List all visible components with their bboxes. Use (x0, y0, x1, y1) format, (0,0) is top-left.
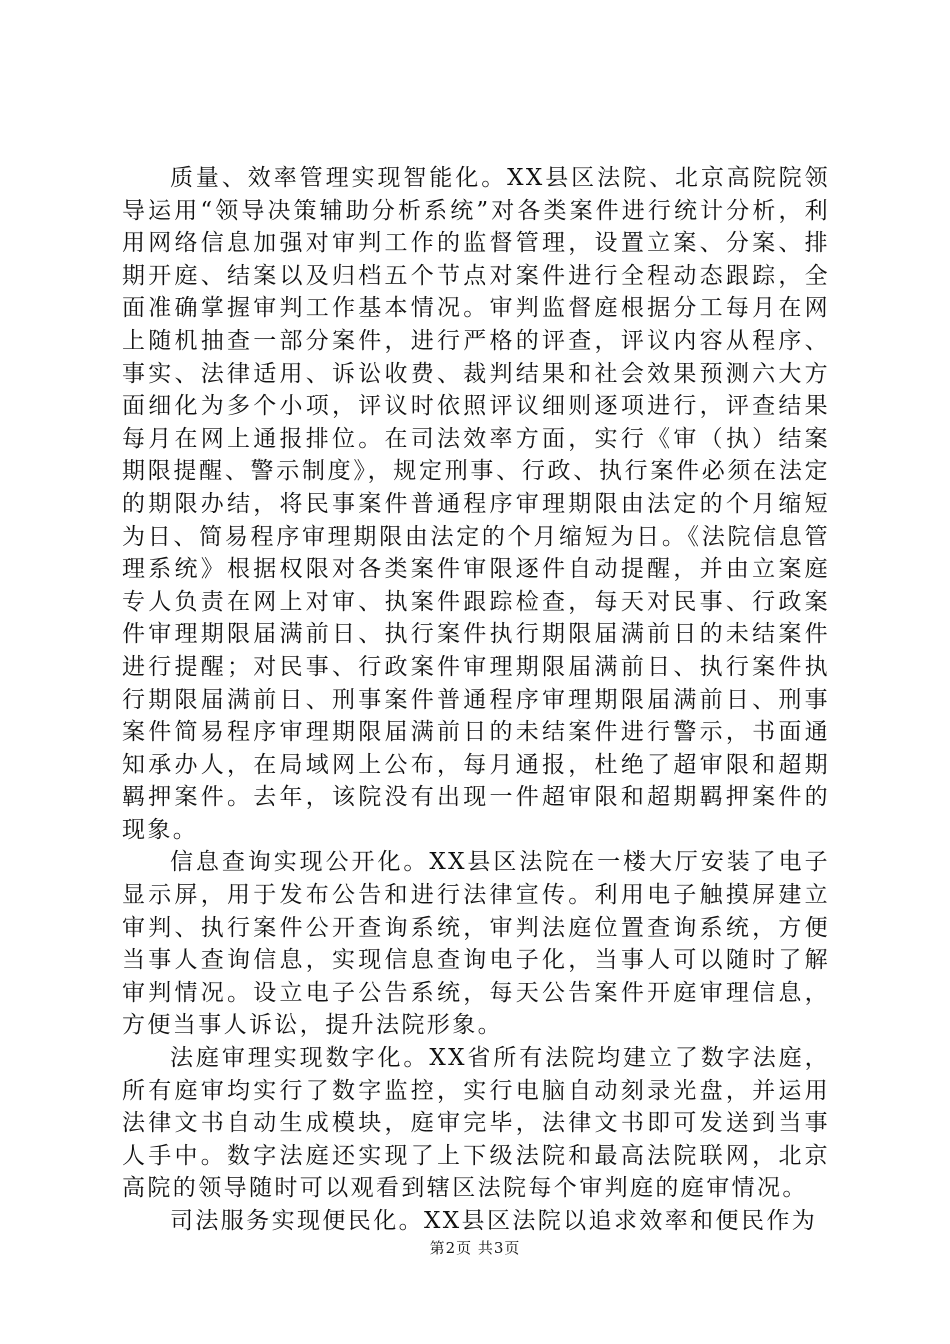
page-number-footer: 第2页 共3页 (429, 1239, 521, 1257)
paragraph-quality-efficiency: 质量、效率管理实现智能化。XX县区法院、北京高院院领导运用“领导决策辅助分析系统”对各类案件进行统计分析，利用网络信息加强对审判工作的监督管理，设置立案、分案、排期开庭、结案以及归档五个节点对案件进行全程动态跟踪，全面准确掌握审判工作基本情况。审判监督庭根据分工每月在网上随机抽查一部分案件，进行严格的评查，评议内容从程序、事实、法律适用、诉讼收费、裁判结果和社会效果预测六大方面细化为多个小项，评议时依照评议细则逐项进行，评查结果每月在网上通报排位。在司法效率方面，实行《审（执）结案期限提醒、警示制度》，规定刑事、行政、执行案件必须在法定的期限办结，将民事案件普通程序审理期限由法定的个月缩短为日、简易程序审理期限由法定的个月缩短为日。《法院信息管理系统》根据权限对各类案件审限逐件自动提醒，并由立案庭专人负责在网上对审、执案件跟踪检查，每天对民事、行政案件审理期限届满前日、执行案件执行期限届满前日的未结案件进行提醒；对民事、行政案件审理期限届满前日、执行案件执行期限届满前日、刑事案件普通程序审理期限届满前日、刑事案件简易程序审理期限届满前日的未结案件进行警示，书面通知承办人，在局域网上公布，每月通报，杜绝了超审限和超期羁押案件。去年，该院没有出现一件超审限和超期羁押案件的现象。 (122, 165, 830, 843)
document-body (122, 162, 830, 1238)
paragraph-court-trial: 法庭审理实现数字化。XX省所有法院均建立了数字法庭，所有庭审均实行了数字监控，实行电脑自动刻录光盘，并运用法律文书自动生成模块，庭审完毕，法律文书即可发送到当事人手中。数字法庭还实现了上下级法院和最高法院联网，北京高院的领导随时可以观看到辖区法院每个审判庭的庭审情况。 (122, 1045, 830, 1202)
paragraph-judicial-service: 司法服务实现便民化。XX县区法院以追求效率和便民作为 (170, 1208, 818, 1234)
paragraph-info-query: 信息查询实现公开化。XX县区法院在一楼大厅安装了电子显示屏，用于发布公告和进行法律宣传。利用电子触摸屏建立审判、执行案件公开查询系统，审判法庭位置查询系统，方便当事人查询信息，实现信息查询电子化，当事人可以随时了解审判情况。设立电子公告系统，每天公告案件开庭审理信息，方便当事人诉讼，提升法院形象。 (122, 849, 830, 1039)
